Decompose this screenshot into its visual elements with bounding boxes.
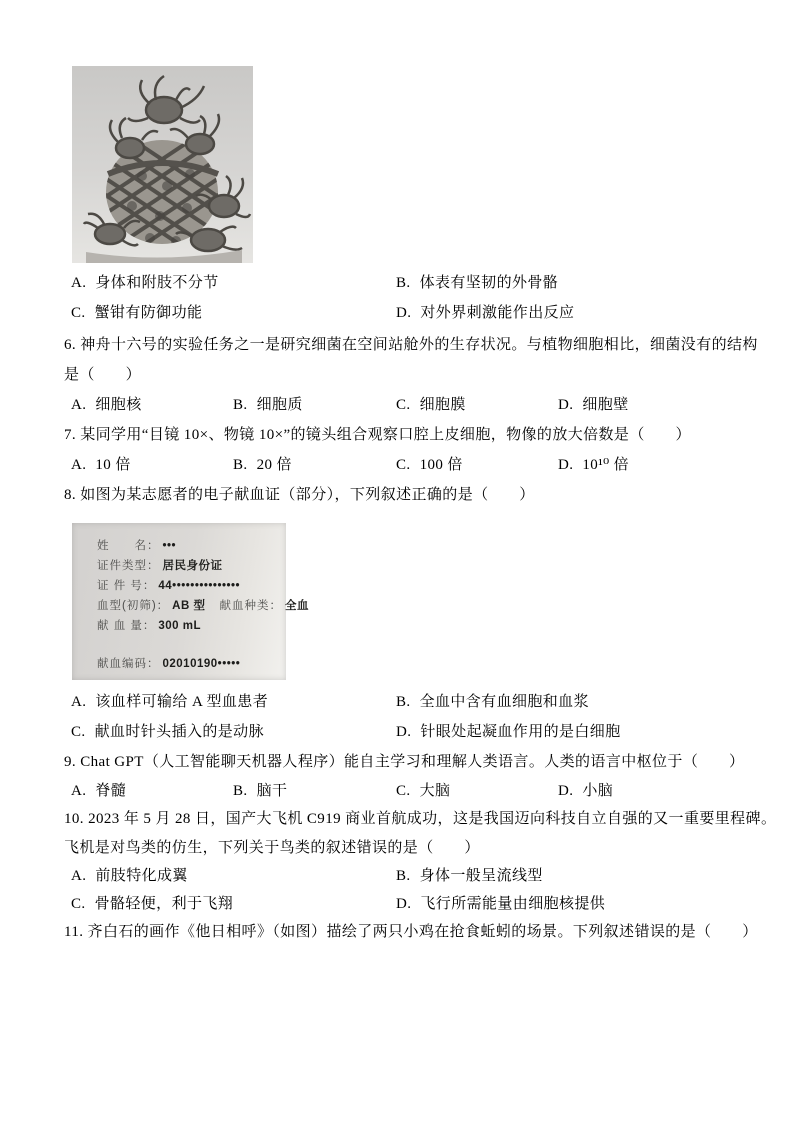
option-text: 该血样可输给 A 型血患者 — [95, 694, 269, 710]
option-text: 大脑 — [419, 783, 451, 799]
option-text: 前肢特化成翼 — [95, 868, 188, 884]
question11-stem: 11. 齐白石的画作《他日相呼》（如图）描绘了两只小鸡在抢食蚯蚓的场景。下列叙述错误的是（ ） — [64, 924, 758, 940]
question5-option-d — [396, 303, 574, 323]
question7-stem: 7. 某同学用“目镜 10×、物镜 10×”的镜头组合观察口腔上皮细胞，物像的放大倍数是（ ） — [64, 427, 691, 443]
cert-bloodtype-label: 血型(初筛)： — [97, 600, 170, 612]
question5-option-c — [71, 303, 202, 323]
question7-option-a — [71, 455, 131, 475]
option-letter: C. — [71, 896, 86, 912]
option-text: 飞行所需能量由细胞核提供 — [420, 896, 606, 912]
question9-option-c — [396, 781, 450, 801]
cert-name-label: 姓 名： — [97, 540, 160, 552]
question8-option-c — [71, 722, 264, 742]
crab-sculpture-illustration — [72, 66, 253, 263]
cert-idno-row — [97, 576, 278, 596]
cert-kind-label: 献血种类： — [219, 600, 282, 612]
option-letter: C. — [71, 305, 86, 321]
option-text: 蟹钳有防御功能 — [94, 305, 203, 321]
option-letter: C. — [71, 724, 86, 740]
cert-idno-value: 44••••••••••••••• — [158, 580, 241, 592]
cert-kind-value: 全血 — [284, 600, 309, 612]
cert-volume-row — [97, 616, 278, 636]
option-text: 体表有坚韧的外骨骼 — [419, 275, 559, 291]
option-letter: C. — [396, 457, 411, 473]
option-letter: C. — [396, 397, 411, 413]
option-letter: B. — [233, 457, 248, 473]
option-text: 细胞壁 — [582, 397, 629, 413]
question5-option-a — [71, 273, 219, 293]
option-letter: A. — [71, 397, 87, 413]
crab-sculpture-figure — [72, 66, 253, 263]
option-text: 10 倍 — [95, 457, 131, 473]
option-text: 骨骼轻便，利于飞翔 — [94, 896, 234, 912]
question6-stem-line1: 6. 神舟十六号的实验任务之一是研究细菌在空间站舱外的生存状况。与植物细胞相比，细菌没有的结构 — [64, 337, 758, 353]
question7-option-d — [558, 455, 629, 475]
option-text: 脊髓 — [95, 783, 127, 799]
question10-stem-line1: 10. 2023 年 5 月 28 日，国产大飞机 C919 商业首航成功，这是我国迈向科技自立自强的又一重要里程碑。 — [64, 811, 777, 827]
question6-option-b — [233, 395, 303, 415]
question5-option-b — [396, 273, 558, 293]
cert-volume-value: 300 mL — [158, 620, 202, 632]
question7-option-c — [396, 455, 463, 475]
question6-option-a — [71, 395, 142, 415]
option-letter: D. — [396, 724, 412, 740]
option-letter: A. — [71, 783, 87, 799]
question10-option-b — [396, 866, 543, 886]
question10-option-d — [396, 894, 605, 914]
option-letter: B. — [396, 694, 411, 710]
option-text: 脑干 — [256, 783, 288, 799]
donation-certificate-figure — [72, 523, 309, 680]
question9-option-b — [233, 781, 287, 801]
cert-idno-label: 证 件 号： — [97, 580, 156, 592]
option-letter: D. — [396, 305, 412, 321]
question9-option-d — [558, 781, 613, 801]
option-text: 身体一般呈流线型 — [419, 868, 543, 884]
question7-option-b — [233, 455, 292, 475]
question9-option-a — [71, 781, 126, 801]
option-letter: A. — [71, 275, 87, 291]
option-text: 细胞质 — [256, 397, 303, 413]
option-letter: B. — [396, 868, 411, 884]
option-letter: B. — [233, 783, 248, 799]
option-text: 细胞膜 — [419, 397, 466, 413]
option-text: 10¹⁰ 倍 — [582, 457, 630, 473]
option-letter: D. — [558, 397, 574, 413]
question10-stem-line2: 飞机是对鸟类的仿生，下列关于鸟类的叙述错误的是（ ） — [64, 840, 480, 856]
cert-code-row — [97, 654, 278, 674]
option-text: 全血中含有血细胞和血浆 — [419, 694, 589, 710]
option-letter: D. — [558, 457, 574, 473]
cert-name-value: ••• — [162, 540, 177, 552]
option-letter: A. — [71, 868, 87, 884]
option-text: 小脑 — [582, 783, 614, 799]
question10-option-a — [71, 866, 188, 886]
option-letter: B. — [396, 275, 411, 291]
option-letter: D. — [558, 783, 574, 799]
question6-option-d — [558, 395, 629, 415]
option-letter: D. — [396, 896, 412, 912]
cert-bloodtype-row — [97, 596, 309, 616]
cert-volume-label: 献 血 量： — [97, 620, 156, 632]
question8-option-b — [396, 692, 589, 712]
option-letter: A. — [71, 694, 87, 710]
option-letter: C. — [396, 783, 411, 799]
question6-option-c — [396, 395, 466, 415]
option-letter: A. — [71, 457, 87, 473]
cert-code-label: 献血编码： — [97, 658, 160, 670]
cert-idtype-value: 居民身份证 — [162, 560, 223, 572]
cert-code-value: 02010190••••• — [162, 658, 241, 670]
option-text: 细胞核 — [95, 397, 142, 413]
question8-option-a — [71, 692, 268, 712]
cert-idtype-row — [97, 556, 278, 576]
option-letter: B. — [233, 397, 248, 413]
option-text: 20 倍 — [256, 457, 292, 473]
question9-stem: 9. Chat GPT（人工智能聊天机器人程序）能自主学习和理解人类语言。人类的语言中枢位于（ ） — [64, 754, 745, 770]
question6-stem-line2: 是（ ） — [64, 367, 142, 383]
donation-certificate-body — [72, 523, 309, 674]
cert-name-row — [97, 536, 278, 556]
question8-stem: 8. 如图为某志愿者的电子献血证（部分），下列叙述正确的是（ ） — [64, 487, 535, 503]
question8-option-d — [396, 722, 621, 742]
question10-option-c — [71, 894, 233, 914]
cert-idtype-label: 证件类型： — [97, 560, 160, 572]
option-text: 对外界刺激能作出反应 — [420, 305, 575, 321]
option-text: 献血时针头插入的是动脉 — [94, 724, 264, 740]
option-text: 针眼处起凝血作用的是白细胞 — [420, 724, 621, 740]
cert-bloodtype-value: AB 型 — [172, 600, 206, 612]
option-text: 身体和附肢不分节 — [95, 275, 219, 291]
option-text: 100 倍 — [419, 457, 463, 473]
